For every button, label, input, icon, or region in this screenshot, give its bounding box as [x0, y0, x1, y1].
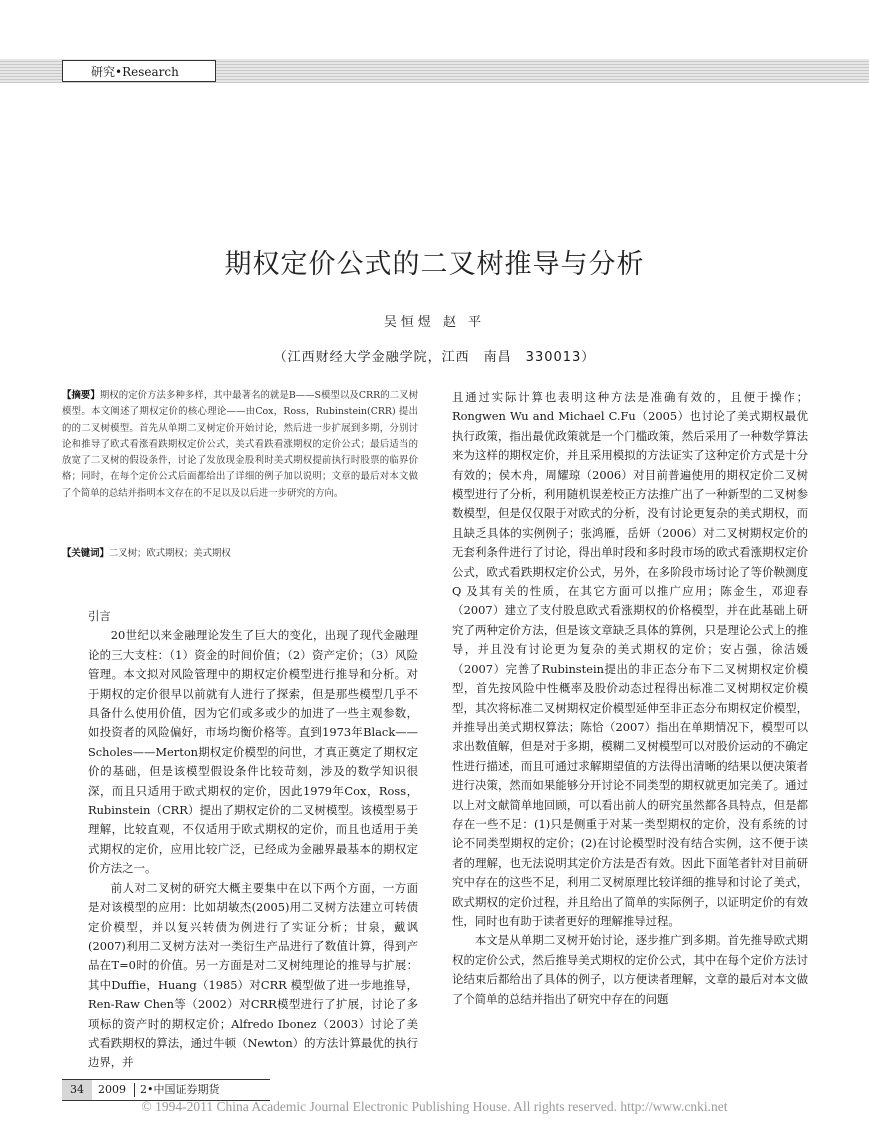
section-heading: 引言 [88, 609, 111, 623]
footer-divider [134, 1083, 135, 1097]
authors: 吴恒煜 赵 平 [383, 315, 486, 330]
section-label: 研究•Research [62, 60, 216, 82]
abstract [62, 388, 418, 502]
abstract-text: 期权的定价方法多种多样，其中最著名的就是B——S模型以及CRR的二叉树模型。本文阐述了期权定价的核心理论——由Cox，Ross，Rubinstein(CRR) 提出的的二叉树模型。首先从单期二叉树定价开始讨论，然后进一步扩展到多期，分别讨论和推导了欧式看涨看跌期权定价公式，美式看跌看涨期权的定价公式；最后适当的放宽了二叉树的假设条件，讨论了发放现金股利时美式期权提前执行时股票的临界价格；同时，在每个定价公式后面都给出了详细的例子加以说明；文章的最后对本文做了个简单的总结并指明本文存在的不足以及以后进一步研究的方向。 [62, 390, 418, 499]
affiliation: （江西财经大学金融学院，江西 南昌 330013） [273, 350, 596, 365]
body-column-right [452, 388, 808, 1009]
body-paragraph: 20世纪以来金融理论发生了巨大的变化，出现了现代金融理论的三大支柱：（1）资金的时间价值；（2）资产定价；（3）风险管理。本文拟对风险管理中的期权定价模型进行推导和分析。对于期权的定价很早以前就有人进行了探索，但是那些模型几乎不具备什么使用价值，因为它们或多或少的加进了一些主观参数，如投资者的风险偏好，市场均衡价格等。直到1973年Black——Scholes——Merton期权定价模型的问世，才真正奠定了期权定价的基础，但是该模型假设条件比较苛刻，涉及的数学知识很深，而且只适用于欧式期权的定价，因此1979年Cox，Ross，Rubinstein（CRR）提出了期权定价的二叉树模型。该模型易于理解，比较直观，不仅适用于欧式期权的定价，而且也适用于美式期权的定价，应用比较广泛，已经成为金融界最基本的期权定价方法之一。 [88, 628, 418, 876]
keywords [62, 546, 418, 562]
page-number: 34 [62, 1080, 92, 1100]
paper-title: 期权定价公式的二叉树推导与分析 [224, 249, 645, 280]
keywords-text: 二叉树；欧式期权；美式期权 [108, 548, 231, 559]
body-column-left [88, 607, 418, 1073]
footer-band [62, 1079, 270, 1101]
body-paragraph: 且通过实际计算也表明这种方法是准确有效的，且便于操作；Rongwen Wu and Michael C.Fu（2005）也讨论了美式期权最优执行政策，指出最优政策就是一个门槛政策，然后采用了一种数学算法来为这样的期权定价，并且采用模拟的方法证实了这种定价方式是十分有效的；侯木舟，周耀琼（2006）对目前普遍使用的期权定价二叉树模型进行了分析，利用随机误差校正方法推广出了一种新型的二叉树参数模型，但是仅仅限于对欧式的分析，没有讨论更复杂的美式期权，而且缺乏具体的实例例子；张鸿雁，岳妍（2006）对二叉树期权定价的无套利条件进行了讨论，得出单时段和多时段市场的欧式看涨期权定价公式，欧式看跌期权定价公式，另外，在多阶段市场讨论了等价鞅测度Q 及其有关的性质，在其它方面可以推广应用；陈金生，邓迎春（2007）建立了支付股息欧式看涨期权的价格模型，并在此基础上研究了两种定价方法，但是该文章缺乏具体的算例，只是理论公式上的推导，并且没有讨论更为复杂的美式期权的定价；安占强，徐洁媛（2007）完善了Rubinstein提出的非正态分布下二叉树期权定价模型，首先按风险中性概率及股价动态过程得出标准二叉树期权定价模型，其次将标准二叉树期权定价模型延伸至非正态分布期权定价模型，并推导出美式期权算法；陈恰（2007）指出在单期情况下，模型可以求出数值解，但是对于多期，模糊二叉树模型可以对股价运动的不确定性进行描述，而且可通过求解期望值的方法得出清晰的结果以便决策者进行决策，然而如果能够分开讨论不同类型的期权就更加完美了。通过以上对文献简单地回顾，可以看出前人的研究虽然都各具特点，但是都存在一些不足：(1)只是侧重于对某一类型期权的定价，没有系统的讨论不同类型期权的定价；(2)在讨论模型时没有结合实例，这不便于读者的理解，也无法说明其定价方法是否有效。因此下面笔者针对目前研究中存在的这些不足，利用二叉树原理比较详细的推导和讨论了美式，欧式期权的定价过程，并且给出了简单的实际例子，以证明定价的有效性，同时也有助于读者更好的理解推导过程。 [452, 390, 808, 928]
body-paragraph: 本文是从单期二叉树开始讨论，逐步推广到多期。首先推导欧式期权的定价公式，然后推导美式期权的定价公式，其中在每个定价方法讨论结束后都给出了具体的例子，以方便读者理解，文章的最后对本文做了个简单的总结并指出了研究中存在的问题 [452, 933, 808, 1006]
copyright-notice: © 1994-2011 China Academic Journal Electronic Publishing House. All rights reserved. http://www.cnki.net [141, 1099, 728, 1114]
keywords-tag: 【关键词】 [62, 548, 109, 559]
footer-year: 2009 [98, 1083, 126, 1096]
abstract-tag: 【摘要】 [62, 390, 100, 401]
body-paragraph: 前人对二叉树的研究大概主要集中在以下两个方面，一方面是对该模型的应用：比如胡敏杰(2005)用二叉树方法建立可转债定价模型，并以复兴转债为例进行了实证分析；甘泉，戴讽(2007)利用二叉树方法对一类衍生产品进行了数值计算，得到产品在T=0时的价值。另一方面是对二叉树纯理论的推导与扩展：其中Duffie，Huang（1985）对CRR 模型做了进一步地推导，Ren-Raw Chen等（2002）对CRR模型进行了扩展，讨论了多项标的资产时的期权定价；Alfredo Ibonez（2003）讨论了美式看跌期权的算法，通过牛顿（Newton）的方法计算最优的执行边界，并 [88, 880, 418, 1070]
journal-name: 2•中国证券期货 [140, 1083, 220, 1096]
